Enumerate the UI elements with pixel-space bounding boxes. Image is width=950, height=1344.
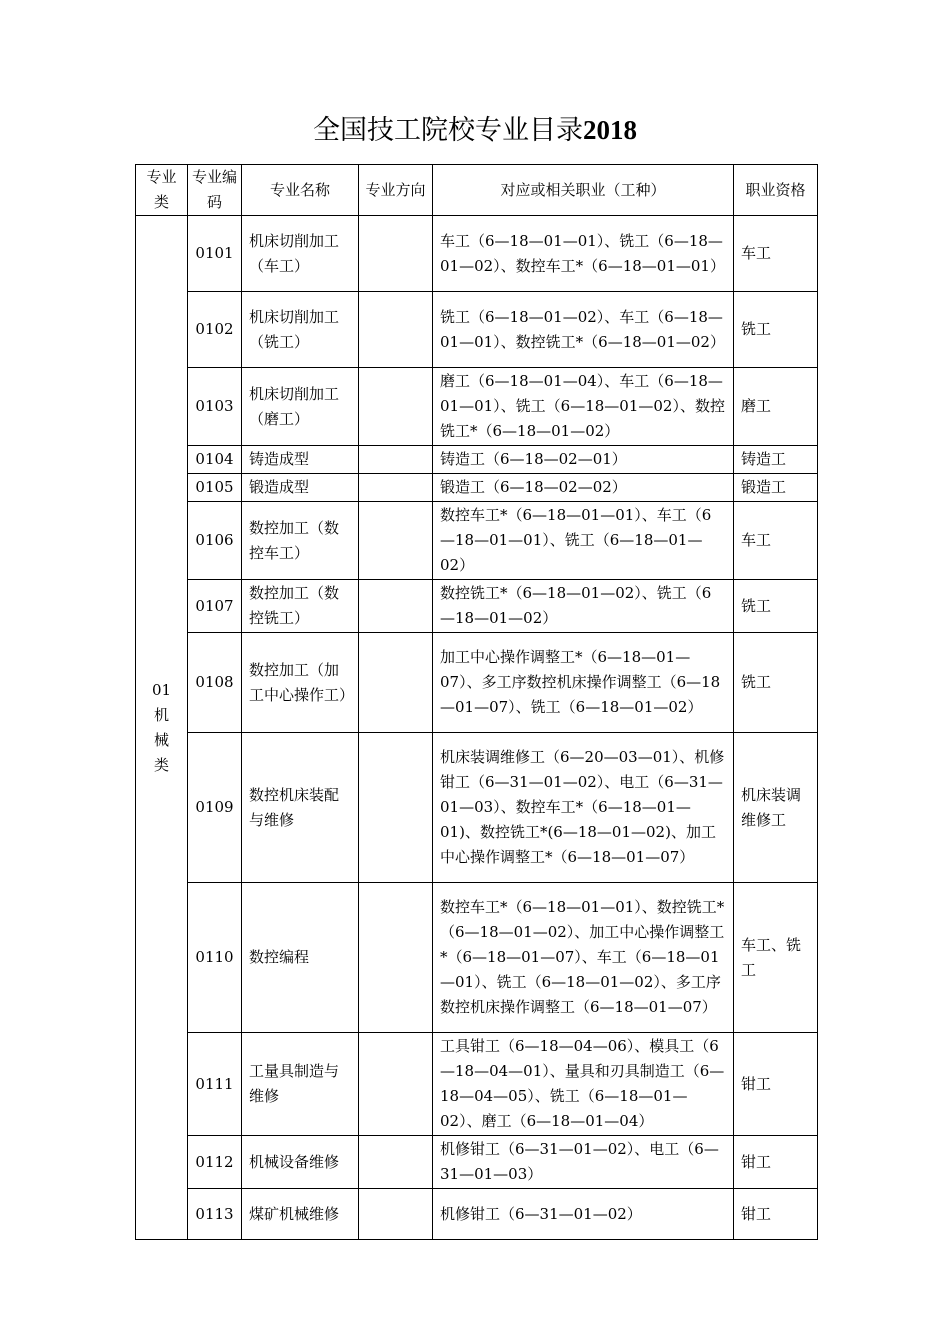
- title-year: 2018: [583, 115, 637, 145]
- qualification-cell: 铣工: [734, 580, 818, 633]
- direction-cell: [359, 292, 433, 368]
- occupation-cell: 锻造工（6—18—02—02）: [433, 474, 734, 502]
- qualification-cell: 铣工: [734, 633, 818, 733]
- direction-cell: [359, 216, 433, 292]
- category-code: 01: [151, 680, 172, 699]
- qualification-cell: 车工、铣工: [734, 883, 818, 1033]
- table-row: [136, 633, 818, 733]
- qualification-cell: 钳工: [734, 1189, 818, 1240]
- table-row: [136, 446, 818, 474]
- qualification-cell: 车工: [734, 216, 818, 292]
- occupation-cell: 铸造工（6—18—02—01）: [433, 446, 734, 474]
- code-cell: 0112: [188, 1136, 242, 1189]
- table-row: [136, 1136, 818, 1189]
- title-text: 全国技工院校专业目录: [313, 115, 583, 146]
- direction-cell: [359, 474, 433, 502]
- qualification-cell: 车工: [734, 502, 818, 580]
- occupation-cell: 铣工（6—18—01—02）、车工（6—18—01—01）、数控铣工*（6—18—01—02）: [433, 292, 734, 368]
- direction-cell: [359, 633, 433, 733]
- header-row: [136, 165, 818, 216]
- catalog-table: [135, 164, 818, 1240]
- code-cell: 0106: [188, 502, 242, 580]
- name-cell: 工量具制造与维修: [242, 1033, 359, 1136]
- header-qualification: 职业资格: [734, 165, 818, 216]
- table-row: [136, 1033, 818, 1136]
- table-row: [136, 1189, 818, 1240]
- direction-cell: [359, 1136, 433, 1189]
- code-cell: 0103: [188, 368, 242, 446]
- header-code: 专业编码: [188, 165, 242, 216]
- header-direction: 专业方向: [359, 165, 433, 216]
- occupation-cell: 机修钳工（6—31—01—02）: [433, 1189, 734, 1240]
- code-cell: 0107: [188, 580, 242, 633]
- qualification-cell: 铣工: [734, 292, 818, 368]
- table-row: [136, 216, 818, 292]
- qualification-cell: 锻造工: [734, 474, 818, 502]
- page-title: [0, 112, 950, 149]
- name-cell: 机床切削加工（车工）: [242, 216, 359, 292]
- occupation-cell: 机修钳工（6—31—01—02）、电工（6—31—01—03）: [433, 1136, 734, 1189]
- name-cell: 机床切削加工（磨工）: [242, 368, 359, 446]
- direction-cell: [359, 580, 433, 633]
- code-cell: 0111: [188, 1033, 242, 1136]
- name-cell: 数控加工（数控铣工）: [242, 580, 359, 633]
- qualification-cell: 钳工: [734, 1033, 818, 1136]
- direction-cell: [359, 1033, 433, 1136]
- name-cell: 机械设备维修: [242, 1136, 359, 1189]
- occupation-cell: 磨工（6—18—01—04）、车工（6—18—01—01）、铣工（6—18—01—02）、数控铣工*（6—18—01—02）: [433, 368, 734, 446]
- table-row: [136, 733, 818, 883]
- code-cell: 0113: [188, 1189, 242, 1240]
- occupation-cell: 加工中心操作调整工*（6—18—01—07）、多工序数控机床操作调整工（6—18—01—07）、铣工（6—18—01—02）: [433, 633, 734, 733]
- qualification-cell: 铸造工: [734, 446, 818, 474]
- code-cell: 0108: [188, 633, 242, 733]
- direction-cell: [359, 446, 433, 474]
- name-cell: 锻造成型: [242, 474, 359, 502]
- direction-cell: [359, 883, 433, 1033]
- table-row: [136, 502, 818, 580]
- code-cell: 0101: [188, 216, 242, 292]
- occupation-cell: 数控车工*（6—18—01—01）、车工（6—18—01—01）、铣工（6—18—01—02）: [433, 502, 734, 580]
- qualification-cell: 磨工: [734, 368, 818, 446]
- qualification-cell: 钳工: [734, 1136, 818, 1189]
- name-cell: 铸造成型: [242, 446, 359, 474]
- header-name: 专业名称: [242, 165, 359, 216]
- code-cell: 0102: [188, 292, 242, 368]
- code-cell: 0105: [188, 474, 242, 502]
- occupation-cell: 机床装调维修工（6—20—03—01）、机修钳工（6—31—01—02）、电工（6—31—01—03）、数控车工*（6—18—01—01)、数控铣工*(6—18—01—02)、加工中心操作调整工*（6—18—01—07）: [433, 733, 734, 883]
- occupation-cell: 工具钳工（6—18—04—06）、模具工（6—18—04—01）、量具和刃具制造工（6—18—04—05）、铣工（6—18—01—02）、磨工（6—18—01—04）: [433, 1033, 734, 1136]
- table-row: [136, 883, 818, 1033]
- occupation-cell: 数控铣工*（6—18—01—02）、铣工（6—18—01—02）: [433, 580, 734, 633]
- occupation-cell: 数控车工*（6—18—01—01）、数控铣工*（6—18—01—02）、加工中心操作调整工*（6—18—01—07）、车工（6—18—01—01）、铣工（6—18—01—02）、多工序数控机床操作调整工（6—18—01—07）: [433, 883, 734, 1033]
- code-cell: 0110: [188, 883, 242, 1033]
- name-cell: 数控加工（数控车工）: [242, 502, 359, 580]
- table-row: [136, 474, 818, 502]
- qualification-cell: 机床装调维修工: [734, 733, 818, 883]
- header-occupation: 对应或相关职业（工种）: [433, 165, 734, 216]
- name-cell: 机床切削加工（铣工）: [242, 292, 359, 368]
- code-cell: 0104: [188, 446, 242, 474]
- table-row: [136, 580, 818, 633]
- direction-cell: [359, 733, 433, 883]
- category-name: 机械类: [153, 705, 169, 774]
- table-row: [136, 292, 818, 368]
- direction-cell: [359, 1189, 433, 1240]
- name-cell: 数控加工（加工中心操作工）: [242, 633, 359, 733]
- code-cell: 0109: [188, 733, 242, 883]
- table-row: [136, 368, 818, 446]
- occupation-cell: 车工（6—18—01—01）、铣工（6—18—01—02）、数控车工*（6—18—01—01）: [433, 216, 734, 292]
- header-category: 专业类: [136, 165, 188, 216]
- direction-cell: [359, 368, 433, 446]
- name-cell: 煤矿机械维修: [242, 1189, 359, 1240]
- name-cell: 数控编程: [242, 883, 359, 1033]
- name-cell: 数控机床装配与维修: [242, 733, 359, 883]
- category-cell: [136, 216, 188, 1240]
- direction-cell: [359, 502, 433, 580]
